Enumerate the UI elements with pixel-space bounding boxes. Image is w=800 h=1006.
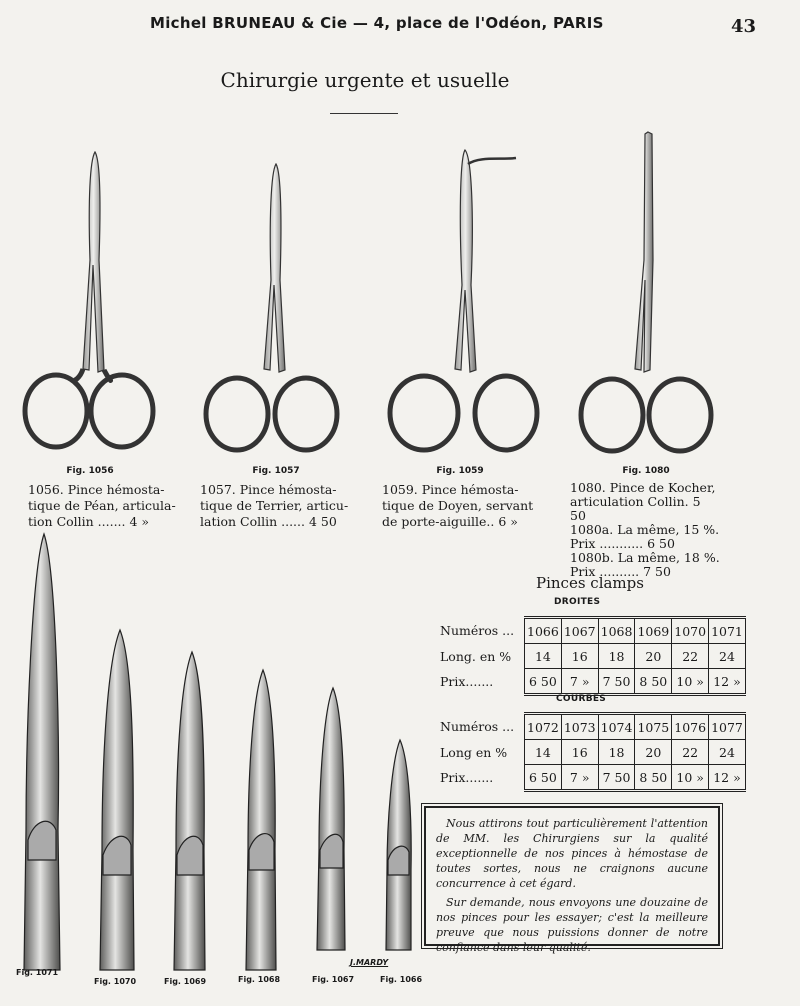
table-cell: 20 (635, 644, 672, 669)
table-cell: 8 50 (635, 669, 672, 695)
droites-table (440, 616, 746, 696)
desc-line: 1056. Pince hémosta- (28, 482, 165, 497)
desc-line: tique de Doyen, servant (382, 498, 534, 513)
desc-line: 1080b. La même, 18 %. (570, 550, 720, 565)
table-cell: 18 (598, 740, 635, 765)
table-cell: 6 50 (525, 765, 562, 791)
table-cell: 12 » (709, 765, 746, 791)
table-row (440, 740, 745, 765)
page-number: 43 (730, 16, 756, 37)
table-cell: 1071 (709, 618, 746, 644)
notice-box (424, 806, 720, 954)
table-cell: 24 (709, 644, 746, 669)
table-cell: 1072 (525, 714, 562, 740)
desc-line: lation Collin ...... 4 50 (200, 514, 337, 529)
table-cell: 1068 (598, 618, 635, 644)
table-cell: 7 » (561, 669, 598, 695)
figure-caption: Fig. 1070 (94, 977, 137, 986)
courbes-table (440, 712, 746, 792)
figure-caption: Fig. 1057 (252, 466, 300, 476)
table-row (440, 618, 745, 644)
table-cell: 1075 (635, 714, 672, 740)
table-row (440, 714, 745, 740)
desc-line: 1057. Pince hémosta- (200, 482, 337, 497)
row-label: Long en % (440, 744, 508, 760)
figure-caption: Fig. 1066 (380, 975, 423, 984)
table-cell: 7 » (561, 765, 598, 791)
forceps-1080-icon (581, 132, 711, 451)
desc-line: Prix ........... 6 50 (570, 536, 675, 551)
table-cell: 16 (561, 740, 598, 765)
table-cell: 1069 (635, 618, 672, 644)
table-cell: 6 50 (525, 669, 562, 695)
forceps-illustrations (0, 120, 800, 470)
instrument-description-1080 (570, 481, 720, 579)
title-rule (330, 113, 398, 114)
figure-caption: Fig. 1067 (312, 975, 355, 984)
clamp-1067-icon (317, 688, 345, 950)
instrument-description-1057 (200, 482, 350, 530)
table-cell: 8 50 (635, 765, 672, 791)
clamp-blades-illustration (0, 530, 420, 980)
instrument-description-1059 (382, 482, 534, 530)
instrument-description-1056 (28, 482, 178, 530)
table-cell: 1076 (672, 714, 709, 740)
row-label: Numéros ... (440, 719, 515, 734)
clamp-1066-icon (386, 740, 411, 950)
forceps-1056-icon (25, 152, 153, 447)
notice-paragraph: Sur demande, nous envoyons une douzaine de nos pinces pour les essayer; c'est la meilleure preuve que nous puissions donner de notre confiance dans leur qualité. (436, 896, 708, 954)
table-cell: 10 » (672, 765, 709, 791)
engraver-signature: J.MARDY (350, 958, 389, 967)
figure-caption: Fig. 1069 (164, 977, 207, 986)
table-cell: 18 (598, 644, 635, 669)
page-title: Chirurgie urgente et usuelle (220, 68, 510, 92)
desc-line: articulation Collin. 5 50 (570, 494, 701, 523)
table-cell: 14 (525, 740, 562, 765)
figure-caption: Fig. 1056 (66, 466, 114, 476)
figure-caption: Fig. 1059 (436, 466, 484, 476)
table-cell: 1067 (561, 618, 598, 644)
table-cell: 22 (672, 740, 709, 765)
desc-line: 1080. Pince de Kocher, (570, 480, 716, 495)
desc-line: 1059. Pince hémosta- (382, 482, 519, 497)
table-cell: 22 (672, 644, 709, 669)
table-cell: 7 50 (598, 765, 635, 791)
clamp-1070-icon (100, 630, 134, 970)
desc-line: tion Collin ....... 4 » (28, 514, 150, 529)
forceps-1057-icon (206, 164, 337, 450)
desc-line: Prix .......... 7 50 (570, 564, 671, 579)
desc-line: de porte-aiguille.. 6 » (382, 514, 518, 529)
table-cell: 1070 (672, 618, 709, 644)
desc-line: 1080a. La même, 15 %. (570, 522, 720, 537)
droites-heading: DROITES (554, 597, 601, 607)
figure-caption: Fig. 1068 (238, 975, 281, 984)
figure-caption: Fig. 1080 (622, 466, 670, 476)
clamp-1069-icon (174, 652, 205, 970)
row-label: Long. en % (440, 648, 512, 664)
table-cell: 1073 (561, 714, 598, 740)
row-label: Numéros ... (440, 623, 515, 638)
clamps-title: Pinces clamps (536, 574, 644, 592)
table-cell: 14 (525, 644, 562, 669)
table-cell: 7 50 (598, 669, 635, 695)
clamp-1071-icon (24, 534, 60, 970)
table-cell: 1074 (598, 714, 635, 740)
table-row (440, 644, 745, 669)
forceps-1059-icon (390, 150, 537, 450)
figure-caption: Fig. 1071 (16, 968, 59, 977)
table-cell: 24 (709, 740, 746, 765)
desc-line: tique de Terrier, articu- (200, 498, 349, 513)
notice-paragraph: Nous attirons tout particulièrement l'attention de MM. les Chirurgiens sur la qualité exceptionnelle de nos pinces à hémostase de toutes sortes, nous ne craignons aucune concurrence à cet égard. (436, 817, 708, 890)
table-cell: 10 » (672, 669, 709, 695)
table-cell: 20 (635, 740, 672, 765)
row-label: Prix....... (440, 770, 494, 785)
table-cell: 1066 (525, 618, 562, 644)
table-cell: 12 » (709, 669, 746, 695)
page-header: Michel BRUNEAU & Cie — 4, place de l'Odéon, PARIS (150, 14, 604, 32)
row-label: Prix....... (440, 674, 494, 689)
table-row (440, 765, 745, 791)
table-cell: 16 (561, 644, 598, 669)
table-cell: 1077 (709, 714, 746, 740)
clamp-1068-icon (246, 670, 276, 970)
desc-line: tique de Péan, articula- (28, 498, 176, 513)
table-row (440, 669, 745, 695)
courbes-heading: COURBES (556, 694, 607, 704)
